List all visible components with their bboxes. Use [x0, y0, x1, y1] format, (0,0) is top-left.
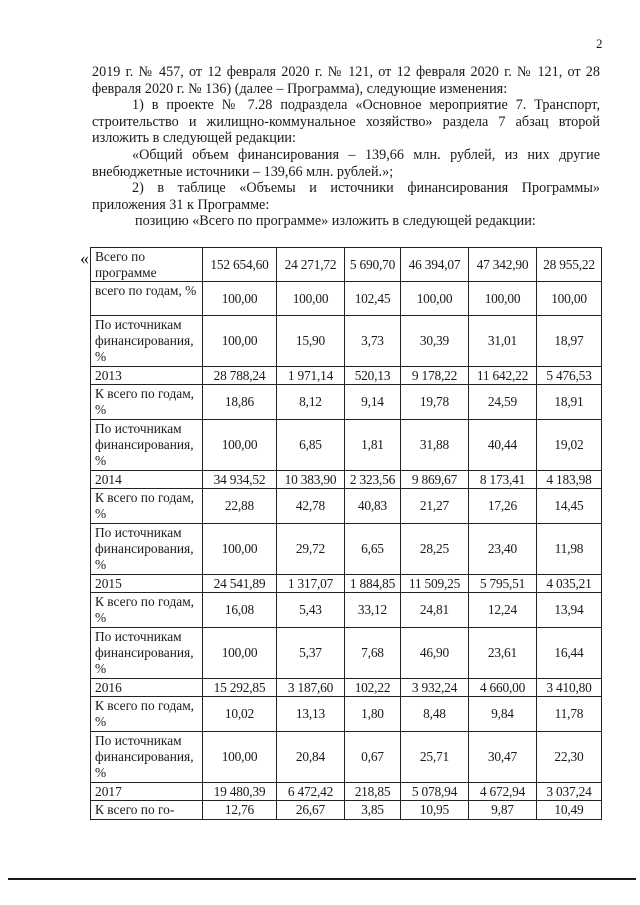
- intro-paragraph-5: позицию «Всего по программе» изложить в следующей редакции:: [135, 213, 536, 230]
- table-cell: 4 035,21: [537, 575, 602, 593]
- table-cell: 3 932,24: [401, 679, 469, 697]
- table-row: [91, 697, 602, 732]
- table-cell: 16,08: [203, 593, 277, 628]
- table-row: [91, 593, 602, 628]
- table-cell: 23,61: [469, 628, 537, 679]
- table-cell: 15,90: [277, 316, 345, 367]
- table-row: [91, 679, 602, 697]
- row-label: К всего по годам, %: [91, 385, 203, 420]
- table-cell: 19 480,39: [203, 783, 277, 801]
- table-row: [91, 524, 602, 575]
- table-cell: 46 394,07: [401, 248, 469, 282]
- table-cell: 47 342,90: [469, 248, 537, 282]
- table-cell: 30,47: [469, 732, 537, 783]
- table-cell: 19,02: [537, 420, 602, 471]
- table-cell: 17,26: [469, 489, 537, 524]
- table-cell: 100,00: [203, 732, 277, 783]
- table-cell: 10,02: [203, 697, 277, 732]
- table-cell: 34 934,52: [203, 471, 277, 489]
- table-cell: 3 037,24: [537, 783, 602, 801]
- table-row: [91, 471, 602, 489]
- row-label: Всего по программе: [91, 248, 203, 282]
- row-label: 2014: [91, 471, 203, 489]
- table-cell: 9,87: [469, 801, 537, 820]
- row-label: К всего по годам, %: [91, 697, 203, 732]
- table-cell: 5 795,51: [469, 575, 537, 593]
- table-cell: 25,71: [401, 732, 469, 783]
- table-cell: 42,78: [277, 489, 345, 524]
- intro-paragraph-4: 2) в таблице «Объемы и источники финансирования Программы» приложения 31 к Программе:: [92, 180, 600, 213]
- row-label: По источникам финансирования, %: [91, 732, 203, 783]
- table-cell: 3,85: [345, 801, 401, 820]
- table-cell: 24,81: [401, 593, 469, 628]
- table-cell: 100,00: [401, 282, 469, 316]
- table-cell: 7,68: [345, 628, 401, 679]
- table-cell: 29,72: [277, 524, 345, 575]
- row-label: К всего по годам, %: [91, 593, 203, 628]
- table-cell: 40,83: [345, 489, 401, 524]
- table-row: [91, 575, 602, 593]
- table-cell: 6,85: [277, 420, 345, 471]
- table-cell: 13,13: [277, 697, 345, 732]
- table-cell: 8,48: [401, 697, 469, 732]
- table-cell: 20,84: [277, 732, 345, 783]
- table-cell: 10,49: [537, 801, 602, 820]
- table-cell: 3 410,80: [537, 679, 602, 697]
- table-cell: 10,95: [401, 801, 469, 820]
- table-cell: 9,14: [345, 385, 401, 420]
- table-cell: 16,44: [537, 628, 602, 679]
- table-cell: 15 292,85: [203, 679, 277, 697]
- table-cell: 33,12: [345, 593, 401, 628]
- financing-table: [90, 247, 602, 820]
- table-cell: 13,94: [537, 593, 602, 628]
- table-cell: 6 472,42: [277, 783, 345, 801]
- table-row: [91, 628, 602, 679]
- table-row: [91, 367, 602, 385]
- row-label: всего по годам, %: [91, 282, 203, 316]
- intro-paragraph-2: 1) в проекте № 7.28 подраздела «Основное мероприятие 7. Транспорт, строительство и жилищно-коммунальное хозяйство» раздела 7 абзац второй изложить в следующей редакции:: [92, 97, 600, 147]
- page-number: 2: [596, 36, 603, 51]
- table-cell: 100,00: [469, 282, 537, 316]
- table-row: [91, 316, 602, 367]
- table-cell: 4 183,98: [537, 471, 602, 489]
- row-label: 2016: [91, 679, 203, 697]
- table-cell: 11,98: [537, 524, 602, 575]
- table-cell: 5 476,53: [537, 367, 602, 385]
- table-row: [91, 282, 602, 316]
- row-label: 2013: [91, 367, 203, 385]
- table-row: [91, 783, 602, 801]
- table-row: [91, 248, 602, 282]
- table-cell: 8,12: [277, 385, 345, 420]
- table-cell: 3 187,60: [277, 679, 345, 697]
- table-cell: 18,91: [537, 385, 602, 420]
- table-cell: 22,88: [203, 489, 277, 524]
- table-cell: 4 672,94: [469, 783, 537, 801]
- table-cell: 30,39: [401, 316, 469, 367]
- table-cell: 14,45: [537, 489, 602, 524]
- row-label: 2017: [91, 783, 203, 801]
- table-cell: 11,78: [537, 697, 602, 732]
- table-row: [91, 385, 602, 420]
- table-cell: 26,67: [277, 801, 345, 820]
- table-row: [91, 732, 602, 783]
- table-cell: 100,00: [277, 282, 345, 316]
- table-cell: 9 869,67: [401, 471, 469, 489]
- table-cell: 1 317,07: [277, 575, 345, 593]
- table-cell: 10 383,90: [277, 471, 345, 489]
- table-cell: 24 271,72: [277, 248, 345, 282]
- row-label: 2015: [91, 575, 203, 593]
- table-cell: 28,25: [401, 524, 469, 575]
- page-bottom-rule: [8, 878, 636, 880]
- row-label: По источникам финансирования, %: [91, 524, 203, 575]
- intro-paragraph-3: «Общий объем финансирования – 139,66 млн. рублей, из них другие внебюджетные источники – 139,66 млн. рублей.»;: [92, 146, 600, 180]
- table-cell: 23,40: [469, 524, 537, 575]
- table-cell: 5 078,94: [401, 783, 469, 801]
- table-cell: 31,01: [469, 316, 537, 367]
- row-label: К всего по го-: [91, 801, 203, 820]
- table-cell: 0,67: [345, 732, 401, 783]
- table-cell: 5 690,70: [345, 248, 401, 282]
- table-cell: 100,00: [203, 420, 277, 471]
- table-cell: 40,44: [469, 420, 537, 471]
- intro-paragraph-1: 2019 г. № 457, от 12 февраля 2020 г. № 121, от 12 февраля 2020 г. № 121, от 28 февраля 2020 г. № 136) (далее – Программа), следующие изменения:: [92, 64, 600, 97]
- table-cell: 100,00: [203, 628, 277, 679]
- table-row: [91, 420, 602, 471]
- table-row: [91, 489, 602, 524]
- table-cell: 9 178,22: [401, 367, 469, 385]
- table-cell: 100,00: [203, 282, 277, 316]
- table-cell: 21,27: [401, 489, 469, 524]
- table-cell: 5,43: [277, 593, 345, 628]
- row-label: По источникам финансирования, %: [91, 420, 203, 471]
- document-intro: [92, 64, 600, 230]
- table-cell: 46,90: [401, 628, 469, 679]
- table-cell: 152 654,60: [203, 248, 277, 282]
- table-cell: 2 323,56: [345, 471, 401, 489]
- table-cell: 9,84: [469, 697, 537, 732]
- table-cell: 1 884,85: [345, 575, 401, 593]
- table-cell: 24 541,89: [203, 575, 277, 593]
- table-cell: 11 642,22: [469, 367, 537, 385]
- table-cell: 102,45: [345, 282, 401, 316]
- table-cell: 12,76: [203, 801, 277, 820]
- table-row: [91, 801, 602, 820]
- table-cell: 3,73: [345, 316, 401, 367]
- table-cell: 18,86: [203, 385, 277, 420]
- table-cell: 19,78: [401, 385, 469, 420]
- table-cell: 8 173,41: [469, 471, 537, 489]
- table-cell: 6,65: [345, 524, 401, 575]
- table-cell: 520,13: [345, 367, 401, 385]
- table-cell: 1,81: [345, 420, 401, 471]
- opening-quote-mark: «: [80, 248, 89, 268]
- table-cell: 28 788,24: [203, 367, 277, 385]
- table-cell: 102,22: [345, 679, 401, 697]
- table-cell: 12,24: [469, 593, 537, 628]
- table-cell: 5,37: [277, 628, 345, 679]
- table-cell: 1 971,14: [277, 367, 345, 385]
- row-label: По источникам финансирования, %: [91, 316, 203, 367]
- table-cell: 4 660,00: [469, 679, 537, 697]
- table-cell: 218,85: [345, 783, 401, 801]
- table-cell: 22,30: [537, 732, 602, 783]
- row-label: По источникам финансирования, %: [91, 628, 203, 679]
- table-cell: 28 955,22: [537, 248, 602, 282]
- table-cell: 11 509,25: [401, 575, 469, 593]
- table-cell: 24,59: [469, 385, 537, 420]
- table-cell: 100,00: [537, 282, 602, 316]
- table-cell: 18,97: [537, 316, 602, 367]
- table-cell: 100,00: [203, 316, 277, 367]
- row-label: К всего по годам, %: [91, 489, 203, 524]
- table-cell: 100,00: [203, 524, 277, 575]
- table-cell: 1,80: [345, 697, 401, 732]
- table-cell: 31,88: [401, 420, 469, 471]
